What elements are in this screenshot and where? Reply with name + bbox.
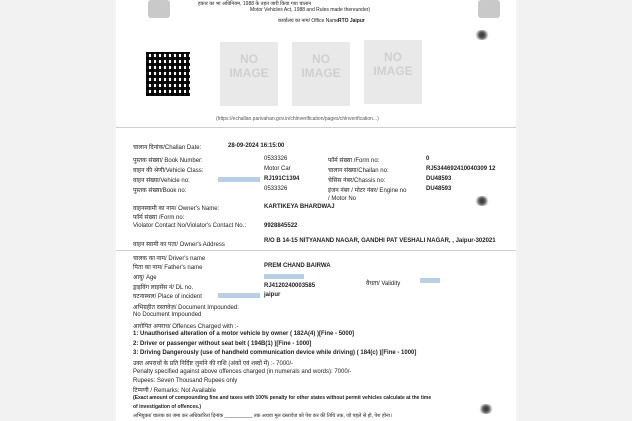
- signature-smudge: [478, 404, 494, 414]
- url-line: (https://echallan.parivahan.gov.in/chlnverification/pages/chlnverification...): [216, 116, 379, 122]
- place-value: jaipur: [264, 292, 281, 298]
- dl-no-label: ड्राइविंग लाइसेंस नं/ DL no.: [133, 285, 194, 291]
- remarks: टिप्पणी / Remarks: Not Available: [133, 388, 216, 394]
- header-line-1: हकार का भा अधिनियम, 1988 के तहत जारी किया गया चालान: [198, 1, 312, 7]
- rupees-words: Rupees: Seven Thousand Rupees only: [133, 378, 238, 384]
- challan-date-label: चालान दिनांक/Challan Date:: [133, 145, 202, 151]
- photo-placeholder-1: NO IMAGE: [220, 42, 278, 106]
- engine-no-value: DU48593: [426, 186, 452, 192]
- footer-note: अभियुक्त/ चालक का जमा कर अधिकारिता दिनांक __________ तक अथवा मूल दस्तावेज़ को पेश कर की तिथि तक, जो पहले से हो, पेश होना।: [133, 413, 392, 419]
- book-no-value: 0533326: [264, 186, 288, 192]
- penalty-hindi: उक्त अपराधों के प्रति निर्दिष्ट जुर्माने की राशि (अंकों एवं शब्दों में) :- 7000/-: [133, 361, 294, 367]
- violator-contact-value: 9928845522: [264, 223, 298, 229]
- owner-name-label: वाहनस्वामी का नाम/ Owner's Name:: [133, 206, 220, 212]
- book-no-label: पुस्तक संख्या/Book no:: [133, 188, 187, 194]
- age-label: आयु/ Age: [133, 275, 157, 281]
- compounding-note-2: of investigation of offences.): [133, 404, 202, 410]
- impounded-label: अभिग्रहीत दस्तावेज़/ Document Impounded:: [133, 305, 239, 311]
- dl-no-value: RJ4120240003585: [264, 283, 316, 289]
- photo-placeholder-2: NO IMAGE: [292, 42, 350, 106]
- offences-heading: आरोपित अपराध/ Offences Charged with :-: [133, 324, 239, 330]
- redaction-bar: [218, 293, 260, 298]
- header-line-2: Motor Vehicles Act, 1988 and Rules made thereunder): [250, 7, 371, 13]
- owner-form-label: फॉर्म संख्या /Form no:: [133, 215, 185, 221]
- offence-item-3: 3: Driving Dangerously (use of handheld communication device while driving) ( 184(c) )[Fine - 1000]: [133, 350, 417, 356]
- father-name-value: PREM CHAND BAIRWA: [264, 263, 331, 269]
- offence-item-2: 2: Driver or passenger without seat belt ( 194B(1) )[Fine - 1000]: [133, 341, 312, 347]
- photo-placeholder-3: NO IMAGE: [364, 40, 422, 104]
- challan-no-value: RJ5344692410040309 12: [426, 166, 496, 172]
- motor-no-label: / Motor No: [328, 196, 357, 202]
- vehicle-no-value: RJ191C1394: [264, 176, 300, 182]
- validity-label: वैधता/ Validity: [366, 281, 401, 287]
- challan-date-value: 28-09-2024 16:15:00: [228, 143, 285, 149]
- offence-item-1: 1: Unauthorised alteration of a motor vehicle by owner ( 182A(4) )[Fine - 5000]: [133, 331, 355, 337]
- chassis-no-value: DU48593: [426, 176, 452, 182]
- challan-no-label: चालान संख्या/Challan no:: [328, 168, 389, 174]
- book-number-label: पुस्तक संख्या/ Book Number:: [133, 158, 203, 164]
- redaction-bar: [264, 274, 304, 279]
- stamp-smudge: [474, 196, 490, 206]
- vehicle-no-label: वाहन संख्या/Vehicle no:: [133, 178, 190, 184]
- violator-contact-label: Violator Contact No/Violator's Contact No.:: [133, 223, 246, 229]
- form-no-value: 0: [426, 156, 430, 162]
- father-name-label: पिता का नाम/ Father's name: [133, 265, 203, 271]
- penalty-english: Penalty specified against above offences charged (in numerals and words): 7000/-: [133, 369, 352, 375]
- book-number-value: 0533326: [264, 156, 288, 162]
- impounded-value: No Document Impounded: [133, 312, 202, 318]
- emblem-right-logo: [478, 0, 500, 18]
- owner-address-value: R/O B 14-15 NITYANAND NAGAR, GANDHI PAT VESHALI NAGAR, , Jaipur-302021: [264, 238, 496, 244]
- chassis-no-label: चेसिस नंबर/Chassis no:: [328, 178, 386, 184]
- emblem-left-logo: [148, 0, 170, 18]
- redaction-bar: [420, 278, 440, 283]
- compounding-note: (Exact amount of compounding fine and taxes with 100% penalty for other states without permit vehicles calculate at the time: [133, 395, 432, 401]
- engine-no-label: इंजन नंबर / मोटर नंबर/ Engine no: [328, 188, 407, 194]
- vehicle-class-label: वाहन की श्रेणी/Vehicle Class:: [133, 168, 204, 174]
- challan-document: [116, 0, 516, 421]
- form-no-label: फॉर्म संख्या /Form no:: [328, 158, 380, 164]
- owner-name-value: KARTIKEYA BHARDWAJ: [264, 204, 335, 210]
- office-value: RTO Jaipur: [338, 18, 365, 24]
- driver-name-label: चालक का नाम/ Driver's name: [133, 256, 206, 262]
- signature-smudge: [474, 30, 490, 40]
- place-label: घटनास्थल/ Place of incident: [133, 294, 202, 300]
- redaction-bar: [218, 177, 260, 182]
- owner-address-label: वाहन स्वामी का पता/ Owner's Address: [133, 242, 225, 248]
- vehicle-class-value: Motor Car: [264, 166, 291, 172]
- qr-code: [146, 52, 190, 96]
- office-label: कार्यालय का नाम/ Office Name: [278, 18, 340, 24]
